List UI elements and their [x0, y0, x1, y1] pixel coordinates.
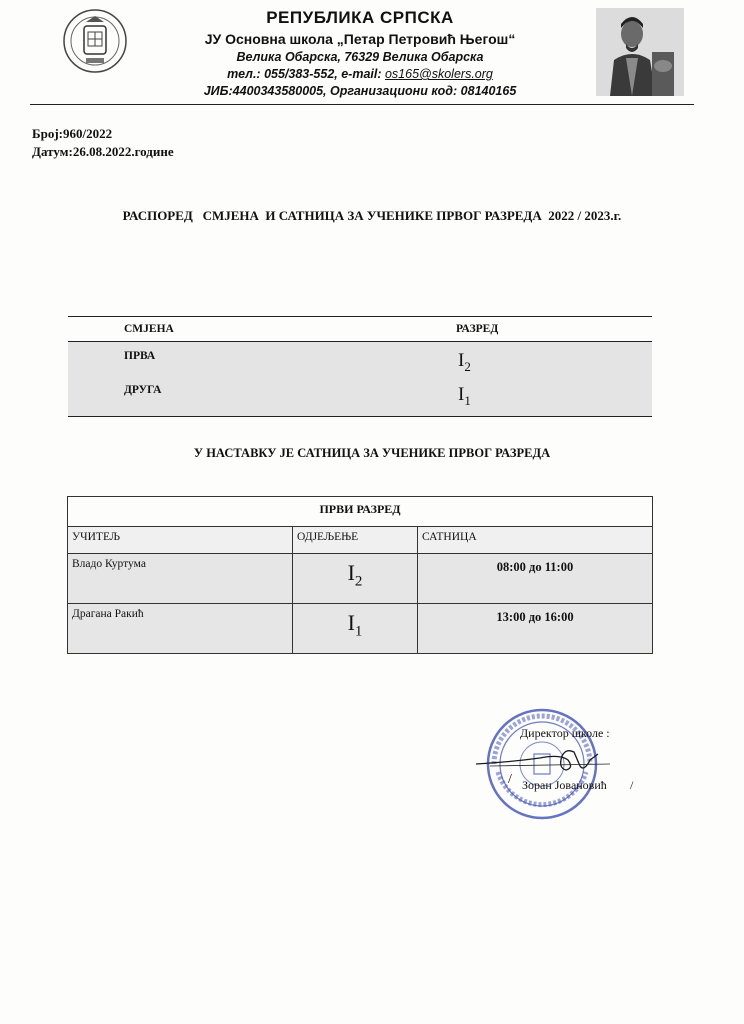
time-value: 08:00 до 11:00 [418, 554, 653, 604]
school-address: Велика Обарска, 76329 Велика Обарска [236, 50, 484, 64]
department-column-header: ОДЈЕЉЕЊЕ [293, 527, 418, 554]
shift-column-header: СМЈЕНА [124, 323, 174, 335]
portrait-icon [596, 8, 684, 96]
teacher-name: Драгана Ракић [68, 604, 293, 654]
grade-value: $I_1$ [458, 384, 471, 408]
grade-value: $I_2$ [458, 350, 471, 374]
school-contact [140, 67, 580, 81]
header-divider [30, 104, 694, 105]
schedule-table [67, 496, 653, 654]
signature-slash: / [630, 778, 634, 792]
department-value: $I_2$ [293, 554, 418, 604]
document-title: РАСПОРЕД СМЈЕНА И САТНИЦА ЗА УЧЕНИКЕ ПРВОГ РАЗРЕДА 2022 / 2023.г. [122, 208, 622, 223]
schedule-table-title: ПРВИ РАЗРЕД [68, 497, 653, 527]
teacher-name: Владо Куртума [68, 554, 293, 604]
time-value: 13:00 до 16:00 [418, 604, 653, 654]
shift-name: ДРУГА [124, 384, 162, 396]
department-value: $I_1$ [293, 604, 418, 654]
table-row [68, 604, 653, 654]
shifts-table-header [68, 316, 652, 342]
grade-column-header: РАЗРЕД [456, 323, 499, 335]
letterhead [140, 8, 580, 98]
country-name: РЕПУБЛИКА СРПСКА [266, 8, 454, 27]
email-link[interactable]: os165@skolers.org [384, 67, 493, 81]
coat-of-arms-icon [62, 8, 128, 74]
document-number: Број:960/2022 [32, 126, 113, 141]
signature-label: Директор школе : [520, 726, 610, 740]
table-row [68, 348, 652, 378]
contact-phone: тел.: 055/383-552, e-mail: [227, 67, 385, 81]
document-date: Датум:26.08.2022.године [32, 144, 174, 159]
signature-icon [470, 742, 620, 776]
signature-bracket: / [508, 772, 512, 787]
schedule-table-header [68, 527, 653, 554]
shifts-table-body [68, 342, 652, 417]
table-row [68, 382, 652, 412]
continuation-heading: У НАСТАВКУ ЈЕ САТНИЦА ЗА УЧЕНИКЕ ПРВОГ РАЗРЕДА [193, 446, 551, 460]
teacher-column-header: УЧИТЕЉ [68, 527, 293, 554]
school-ids: ЈИБ:4400343580005, Организациони код: 08140165 [203, 84, 517, 98]
school-name: ЈУ Основна школа „Петар Петровић Његош“ [204, 31, 516, 47]
shift-name: ПРВА [124, 350, 156, 362]
time-column-header: САТНИЦА [418, 527, 653, 554]
director-name: Зоран Јовановић [522, 778, 607, 792]
table-row [68, 554, 653, 604]
shifts-table [68, 316, 652, 417]
